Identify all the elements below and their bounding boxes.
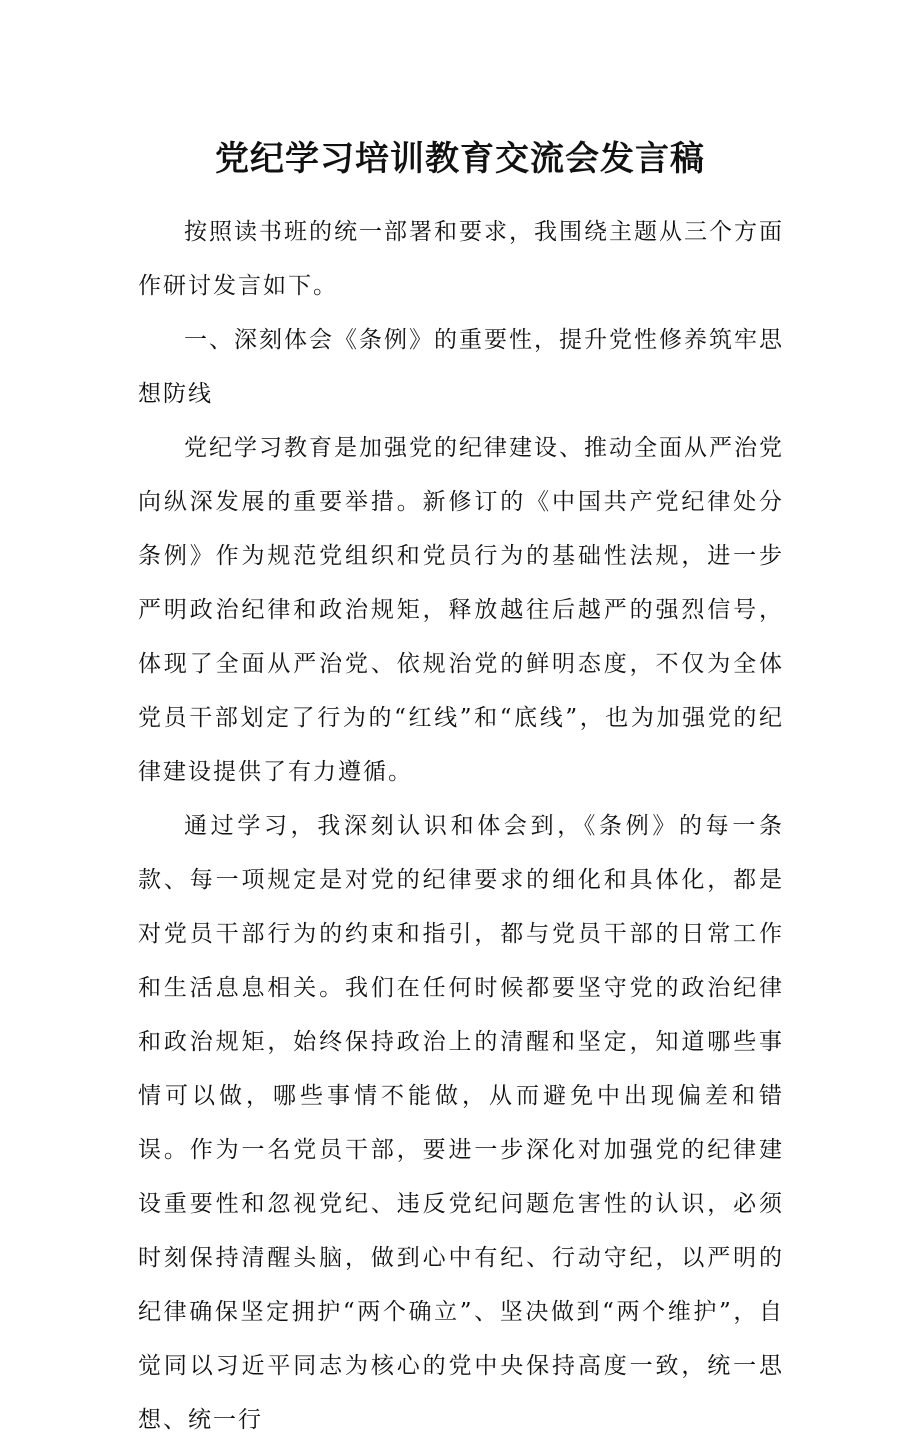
paragraph-intro: 按照读书班的统一部署和要求，我围绕主题从三个方面作研讨发言如下。	[138, 219, 784, 299]
document-title: 党纪学习培训教育交流会发言稿	[215, 138, 705, 179]
paragraph-body-1: 党纪学习教育是加强党的纪律建设、推动全面从严治党向纵深发展的重要举措。新修订的《中国共产党纪律处分条例》作为规范党组织和党员行为的基础性法规，进一步严明政治纪律和政治规矩，释放越往后越严的强烈信号，体现了全面从严治党、依规治党的鲜明态度，不仅为全体党员干部划定了行为的“红线”和“底线”，也为加强党的纪律建设提供了有力遵循。	[138, 435, 784, 785]
document-body	[138, 205, 784, 1447]
paragraph-body-2: 通过学习，我深刻认识和体会到，《条例》的每一条款、每一项规定是对党的纪律要求的细化和具体化，都是对党员干部行为的约束和指引，都与党员干部的日常工作和生活息息相关。我们在任何时候都要坚守党的政治纪律和政治规矩，始终保持政治上的清醒和坚定，知道哪些事情可以做，哪些事情不能做，从而避免中出现偏差和错误。作为一名党员干部，要进一步深化对加强党的纪律建设重要性和忽视党纪、违反党纪问题危害性的认识，必须时刻保持清醒头脑，做到心中有纪、行动守纪，以严明的纪律确保坚定拥护“两个确立”、坚决做到“两个维护”，自觉同以习近平同志为核心的党中央保持高度一致，统一思想、统一行	[138, 813, 784, 1433]
section-heading-1: 一、深刻体会《条例》的重要性，提升党性修养筑牢思想防线	[138, 327, 784, 407]
